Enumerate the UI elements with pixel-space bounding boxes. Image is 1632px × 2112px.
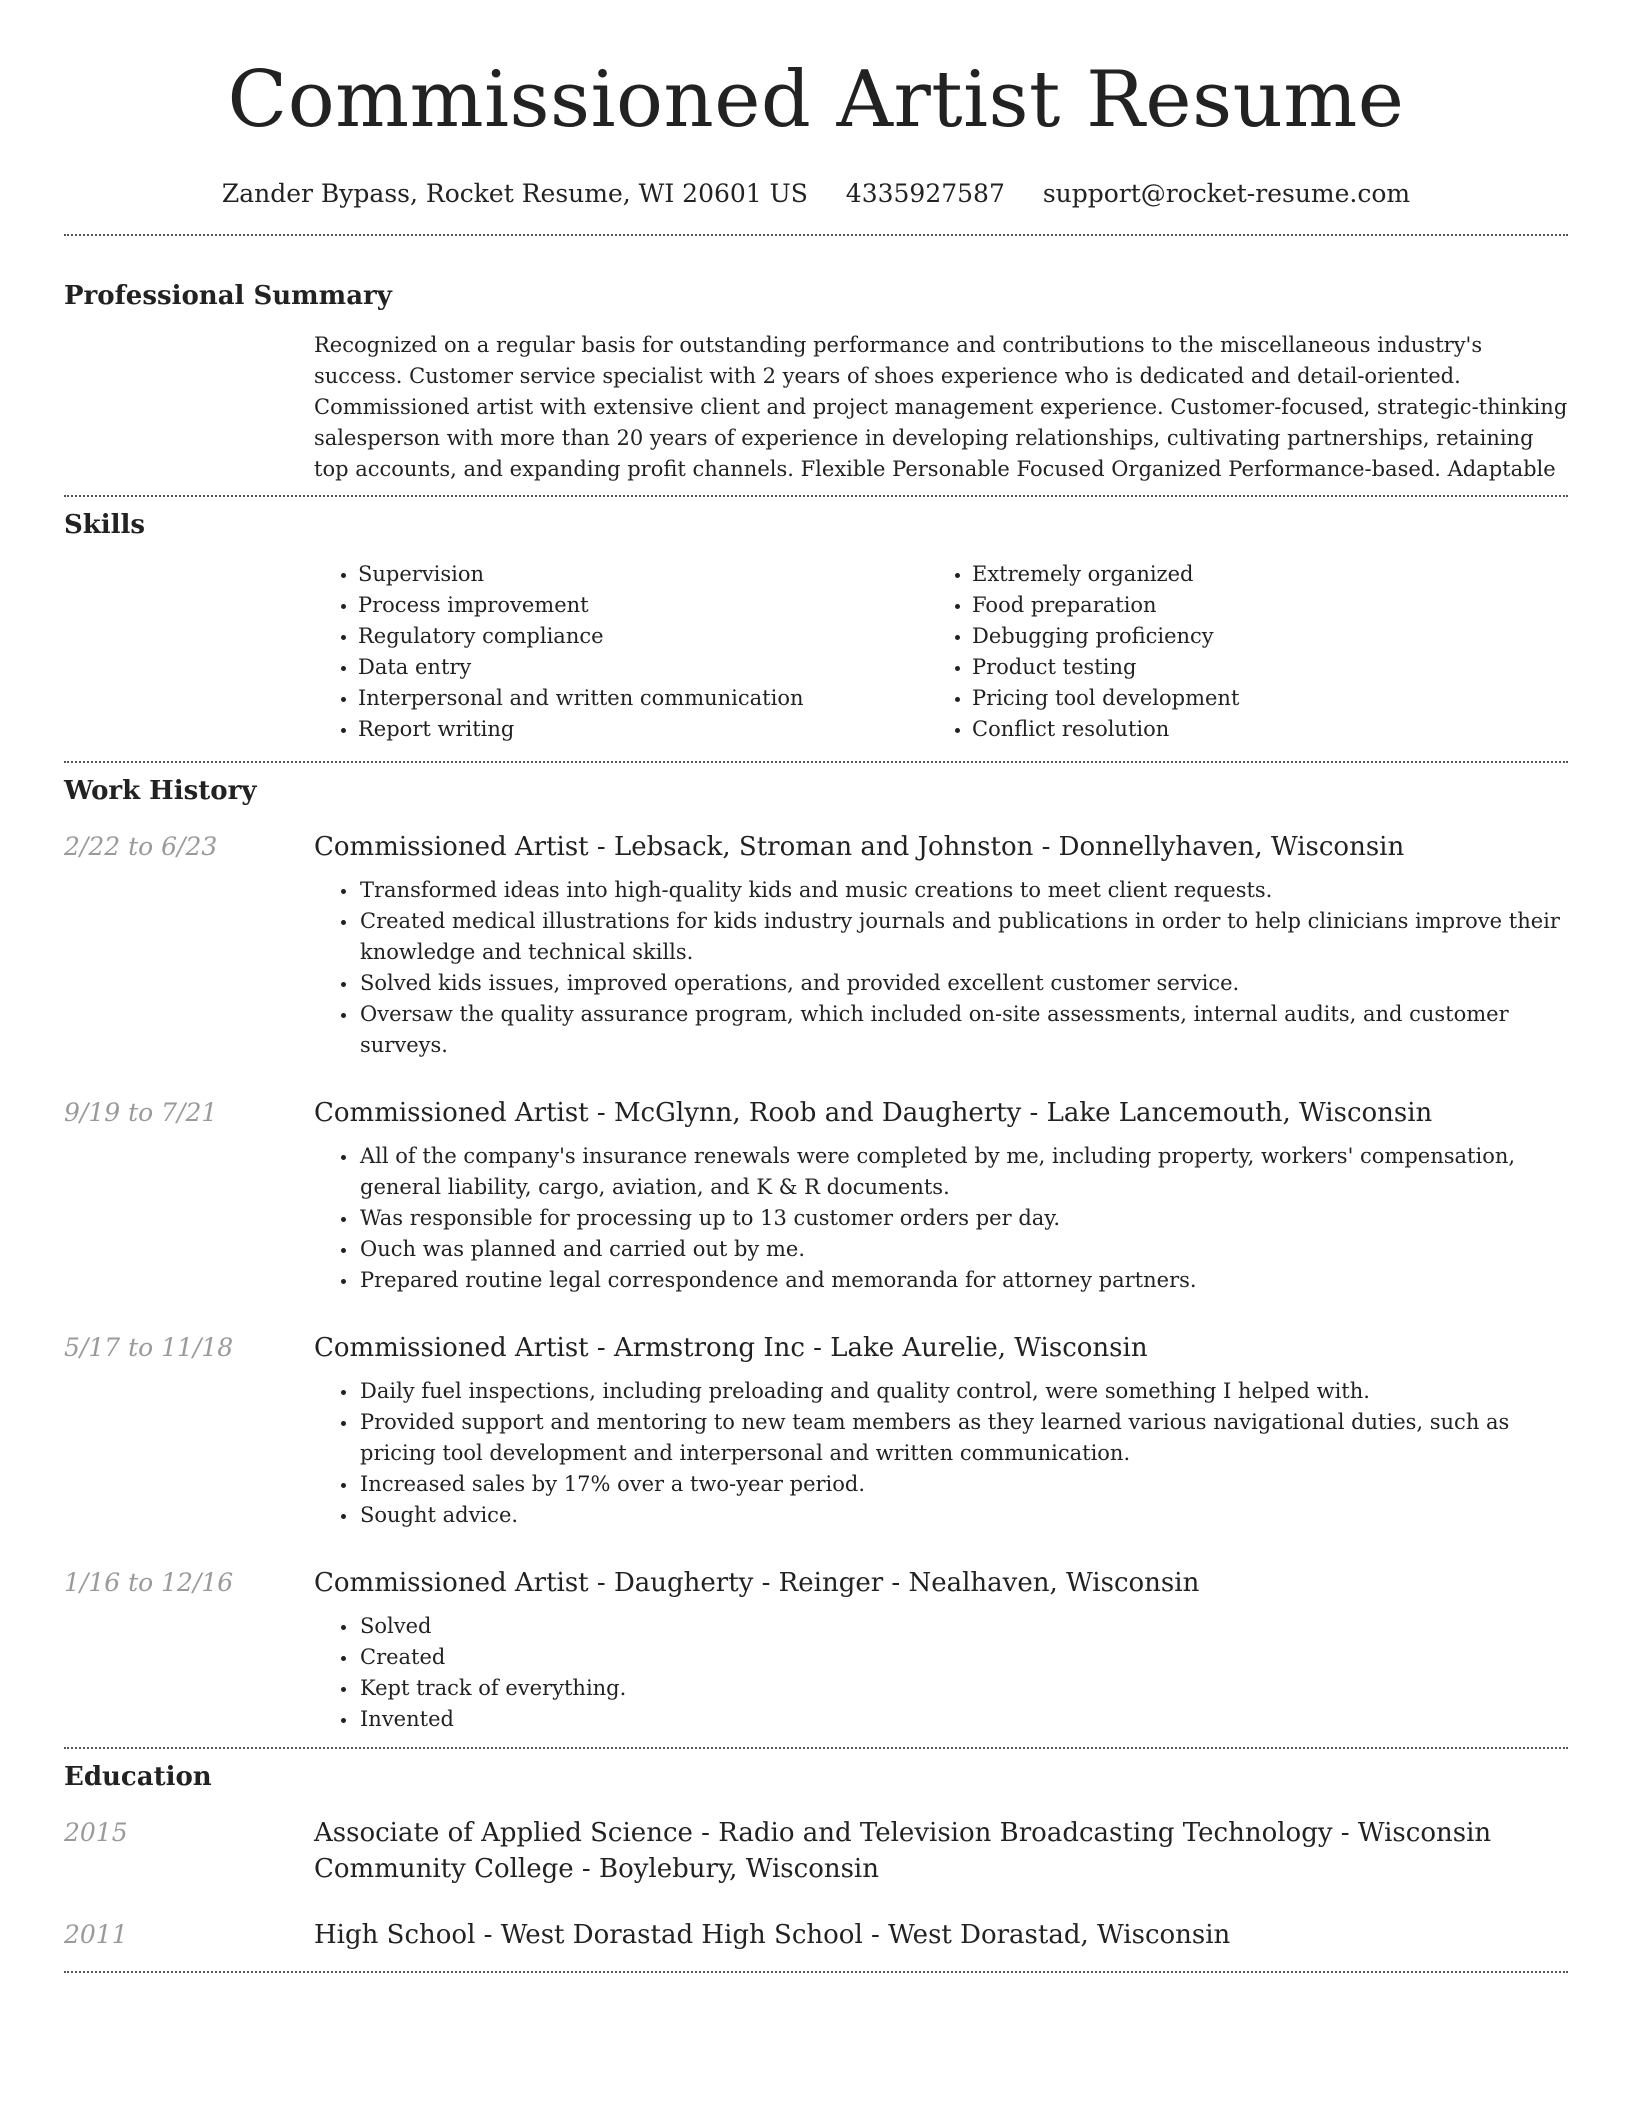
job-date: 1/16 to 12/16 — [64, 1568, 234, 1597]
skill-item: • Process improvement — [358, 590, 928, 621]
job-title — [314, 1095, 1568, 1131]
job-entry — [64, 1095, 1568, 1296]
education-entry — [64, 1815, 1568, 1887]
job-title — [314, 1330, 1568, 1366]
skill-item: • Report writing — [358, 714, 928, 745]
skills-column-left — [314, 559, 928, 745]
education-school: - Wisconsin Community College - Boylebury, Wisconsin — [314, 1818, 1492, 1884]
divider — [64, 1747, 1568, 1749]
contact-line — [64, 174, 1568, 214]
divider — [64, 495, 1568, 497]
address: Zander Bypass, Rocket Resume, WI 20601 US — [221, 179, 808, 208]
summary-section — [64, 278, 1568, 485]
job-entry — [64, 829, 1568, 1061]
job-bullet: • All of the company's insurance renewals were completed by me, including property, workers' compensation, general liability, cargo, aviation, and K & R documents. — [358, 1141, 1568, 1203]
job-bullet: • Solved kids issues, improved operations, and provided excellent customer service. — [358, 968, 1568, 999]
job-bullets — [314, 1376, 1568, 1531]
job-bullet: • Sought advice. — [358, 1500, 1568, 1531]
skills-heading: Skills — [64, 510, 146, 540]
skill-item: • Food preparation — [972, 590, 1542, 621]
education-degree: High School — [314, 1920, 476, 1950]
skills-list — [314, 559, 1568, 745]
email: support@rocket-resume.com — [1042, 179, 1411, 208]
education-degree: Associate of Applied Science - Radio and Television Broadcasting Technology — [314, 1818, 1333, 1848]
divider — [64, 234, 1568, 236]
job-company-location: - Daugherty - Reinger - Nealhaven, Wisconsin — [588, 1568, 1200, 1598]
job-date: 2/22 to 6/23 — [64, 832, 218, 861]
education-date: 2011 — [64, 1920, 128, 1949]
skill-item: • Regulatory compliance — [358, 621, 928, 652]
education-list — [64, 1815, 1568, 1953]
skill-item: • Conflict resolution — [972, 714, 1542, 745]
education-date: 2015 — [64, 1818, 128, 1847]
job-entry — [64, 1565, 1568, 1735]
job-title — [314, 1565, 1568, 1601]
resume-title: Commissioned Artist Resume — [227, 55, 1405, 145]
job-bullet: • Prepared routine legal correspondence and memoranda for attorney partners. — [358, 1265, 1568, 1296]
job-date: 9/19 to 7/21 — [64, 1098, 218, 1127]
job-bullet: • Created — [358, 1642, 1568, 1673]
job-bullet: • Was responsible for processing up to 13 customer orders per day. — [358, 1203, 1568, 1234]
divider — [64, 761, 1568, 763]
job-position: Commissioned Artist — [314, 1098, 589, 1128]
skill-item: • Pricing tool development — [972, 683, 1542, 714]
skill-item: • Supervision — [358, 559, 928, 590]
job-bullets — [314, 1611, 1568, 1735]
job-position: Commissioned Artist — [314, 1568, 589, 1598]
job-bullet: • Transformed ideas into high-quality kids and music creations to meet client requests. — [358, 875, 1568, 906]
job-details — [314, 1095, 1568, 1296]
job-bullet: • Ouch was planned and carried out by me. — [358, 1234, 1568, 1265]
phone: 4335927587 — [845, 179, 1005, 208]
education-school: - West Dorastad High School - West Dorastad, Wisconsin — [475, 1920, 1231, 1950]
education-section — [64, 1759, 1568, 1953]
work-heading: Work History — [64, 776, 257, 806]
skills-column-right — [928, 559, 1542, 745]
job-bullets — [314, 875, 1568, 1061]
resume-page — [64, 0, 1568, 1973]
skill-item: • Interpersonal and written communication — [358, 683, 928, 714]
job-entry — [64, 1330, 1568, 1531]
job-company-location: - Armstrong Inc - Lake Aurelie, Wisconsin — [588, 1333, 1148, 1363]
job-company-location: - McGlynn, Roob and Daugherty - Lake Lancemouth, Wisconsin — [588, 1098, 1433, 1128]
job-bullets — [314, 1141, 1568, 1296]
job-position: Commissioned Artist — [314, 1333, 589, 1363]
work-section — [64, 773, 1568, 1735]
education-entry — [64, 1917, 1568, 1953]
job-company-location: - Lebsack, Stroman and Johnston - Donnellyhaven, Wisconsin — [588, 832, 1405, 862]
education-details — [314, 1917, 1568, 1953]
job-date: 5/17 to 11/18 — [64, 1333, 234, 1362]
job-bullet: • Oversaw the quality assurance program, which included on-site assessments, internal audits, and customer surveys. — [358, 999, 1568, 1061]
job-bullet: • Invented — [358, 1704, 1568, 1735]
summary-heading: Professional Summary — [64, 281, 392, 311]
job-bullet: • Provided support and mentoring to new team members as they learned various navigational duties, such as pricing tool development and interpersonal and written communication. — [358, 1407, 1568, 1469]
job-bullet: • Solved — [358, 1611, 1568, 1642]
job-bullet: • Increased sales by 17% over a two-year period. — [358, 1469, 1568, 1500]
job-bullet: • Daily fuel inspections, including preloading and quality control, were something I helped with. — [358, 1376, 1568, 1407]
job-details — [314, 829, 1568, 1061]
skills-section — [64, 507, 1568, 745]
skill-item: • Data entry — [358, 652, 928, 683]
job-title — [314, 829, 1568, 865]
job-bullet: • Kept track of everything. — [358, 1673, 1568, 1704]
education-heading: Education — [64, 1762, 212, 1792]
skill-item: • Extremely organized — [972, 559, 1542, 590]
skill-item: • Product testing — [972, 652, 1542, 683]
job-bullet: • Created medical illustrations for kids industry journals and publications in order to help clinicians improve their knowledge and technical skills. — [358, 906, 1568, 968]
divider — [64, 1971, 1568, 1973]
skill-item: • Debugging proficiency — [972, 621, 1542, 652]
education-details — [314, 1815, 1568, 1887]
job-details — [314, 1330, 1568, 1531]
job-position: Commissioned Artist — [314, 832, 589, 862]
work-list — [64, 829, 1568, 1735]
job-details — [314, 1565, 1568, 1735]
summary-text: Recognized on a regular basis for outstanding performance and contributions to the miscellaneous industry's success. Customer service specialist with 2 years of shoes experience who is dedicated and detail-oriented. Commissioned artist with extensive client and project management experience. Customer-focused, strategic-thinking salesperson with more than 20 years of experience in developing relationships, cultivating partnerships, retaining top accounts, and expanding profit channels. Flexible Personable Focused Organized Performance-based. Adaptable — [314, 333, 1568, 481]
